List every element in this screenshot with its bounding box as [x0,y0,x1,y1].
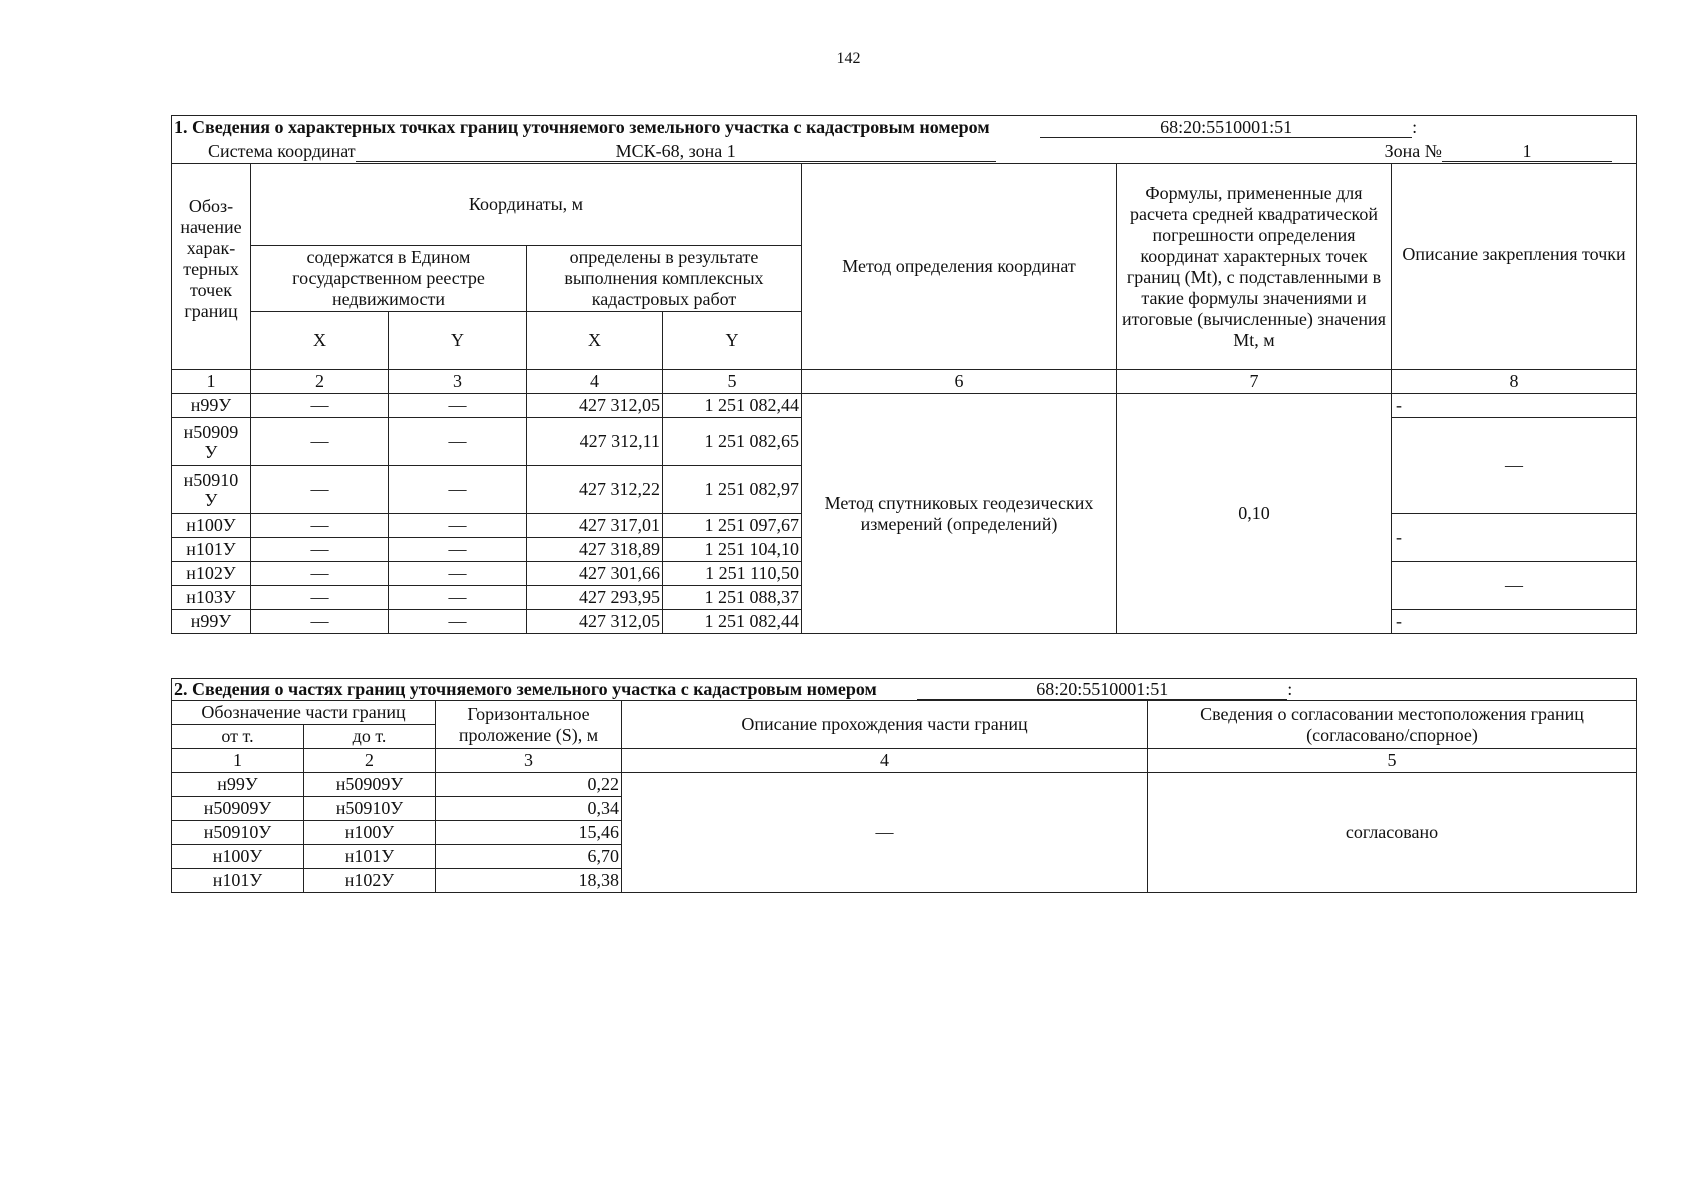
egrn-x: — [251,418,389,466]
fixing-value: — [1392,418,1637,514]
part-length: 15,46 [436,821,622,845]
egrn-y: — [389,586,527,610]
egrn-y: — [389,538,527,562]
complex-y: 1 251 082,65 [663,418,802,466]
egrn-x: — [251,394,389,418]
part-from: н100У [172,845,304,869]
header-coords: Координаты, м [251,164,802,246]
fixing-value: - [1392,514,1637,562]
egrn-x: — [251,586,389,610]
col-num: 4 [622,749,1148,773]
complex-y: 1 251 097,67 [663,514,802,538]
section1-cadastral-number: 68:20:5510001:51 [1040,117,1412,138]
part-to: н50910У [304,797,436,821]
method-value: Метод спутниковых геодезических измерений (определений) [802,394,1117,634]
table-row [172,394,1637,418]
egrn-y: — [389,466,527,514]
complex-y: 1 251 088,37 [663,586,802,610]
description-value: — [622,773,1148,893]
complex-y: 1 251 082,44 [663,394,802,418]
header-horizontal: Горизонтальное проложение (S), м [436,701,622,749]
point-name: н103У [172,586,251,610]
coord-system-value: МСК-68, зона 1 [356,141,996,162]
fixing-value: - [1392,394,1637,418]
point-name: н101У [172,538,251,562]
fixing-value: - [1392,610,1637,634]
complex-y: 1 251 104,10 [663,538,802,562]
part-from: н99У [172,773,304,797]
egrn-x: — [251,514,389,538]
col-num: 2 [251,370,389,394]
header-egrn: содержатся в Едином государственном реестре недвижимости [251,246,527,312]
egrn-x: — [251,562,389,586]
col-num: 7 [1117,370,1392,394]
part-length: 0,22 [436,773,622,797]
header-complex: определены в результате выполнения комплексных кадастровых работ [527,246,802,312]
col-num: 5 [663,370,802,394]
point-name: н50909 У [172,418,251,466]
point-name: н100У [172,514,251,538]
zone-value: 1 [1442,141,1612,162]
part-length: 6,70 [436,845,622,869]
col-num: 3 [436,749,622,773]
complex-x: 427 317,01 [527,514,663,538]
header-to: до т. [304,725,436,749]
egrn-y: — [389,394,527,418]
egrn-x: — [251,610,389,634]
part-to: н102У [304,869,436,893]
section2-colon: : [1287,679,1293,699]
section1-colon: : [1412,117,1418,138]
col-num: 4 [527,370,663,394]
col-num: 2 [304,749,436,773]
header-y2: Y [663,312,802,370]
part-from: н50909У [172,797,304,821]
point-name: н102У [172,562,251,586]
col-num: 8 [1392,370,1637,394]
header-part: Обозначение части границ [172,701,436,725]
col-num: 5 [1148,749,1637,773]
part-to: н101У [304,845,436,869]
section1-title: 1. Сведения о характерных точках границ уточняемого земельного участка с кадастровым номером [174,117,990,138]
parts-table [171,678,1637,893]
point-name: н99У [172,394,251,418]
part-from: н101У [172,869,304,893]
complex-x: 427 318,89 [527,538,663,562]
header-y1: Y [389,312,527,370]
point-name: н99У [172,610,251,634]
section2-cadastral-number: 68:20:5510001:51 [917,679,1287,700]
egrn-x: — [251,466,389,514]
part-length: 0,34 [436,797,622,821]
egrn-y: — [389,418,527,466]
zone-label: Зона № [1384,140,1442,161]
part-length: 18,38 [436,869,622,893]
column-numbers-row [172,749,1637,773]
egrn-y: — [389,610,527,634]
part-to: н50909У [304,773,436,797]
complex-y: 1 251 110,50 [663,562,802,586]
complex-x: 427 312,05 [527,610,663,634]
section1-title-row [172,116,1637,140]
complex-x: 427 301,66 [527,562,663,586]
header-from: от т. [172,725,304,749]
points-table [171,115,1637,634]
part-from: н50910У [172,821,304,845]
complex-y: 1 251 082,44 [663,610,802,634]
agreement-value: согласовано [1148,773,1637,893]
header-formula: Формулы, примененные для расчета средней квадратической погрешности определения координат характерных точек границ (Mt), с подставленными в такие формулы значениями и итоговые (вычисленные) значения Mt, м [1117,164,1392,370]
complex-x: 427 293,95 [527,586,663,610]
table-row [172,773,1637,797]
coord-system-label: Система координат [208,140,356,161]
complex-x: 427 312,05 [527,394,663,418]
header-fixing: Описание закрепления точки [1392,164,1637,370]
complex-y: 1 251 082,97 [663,466,802,514]
egrn-x: — [251,538,389,562]
col-num: 3 [389,370,527,394]
col-num: 6 [802,370,1117,394]
header-description: Описание прохождения части границ [622,701,1148,749]
point-name: н50910 У [172,466,251,514]
egrn-y: — [389,514,527,538]
header-method: Метод определения координат [802,164,1117,370]
header-designation: Обоз- начение харак-терных точек границ [172,164,251,370]
mt-value: 0,10 [1117,394,1392,634]
section2-title: 2. Сведения о частях границ уточняемого земельного участка с кадастровым номером [174,679,877,699]
header-agreement: Сведения о согласовании местоположения границ (согласовано/спорное) [1148,701,1637,749]
complex-x: 427 312,22 [527,466,663,514]
col-num: 1 [172,370,251,394]
header-x2: X [527,312,663,370]
column-numbers-row [172,370,1637,394]
col-num: 1 [172,749,304,773]
part-to: н100У [304,821,436,845]
coord-system-row [172,140,1637,164]
header-x1: X [251,312,389,370]
section2-title-row [172,679,1637,701]
egrn-y: — [389,562,527,586]
complex-x: 427 312,11 [527,418,663,466]
page-number: 142 [836,50,861,67]
fixing-value: — [1392,562,1637,610]
